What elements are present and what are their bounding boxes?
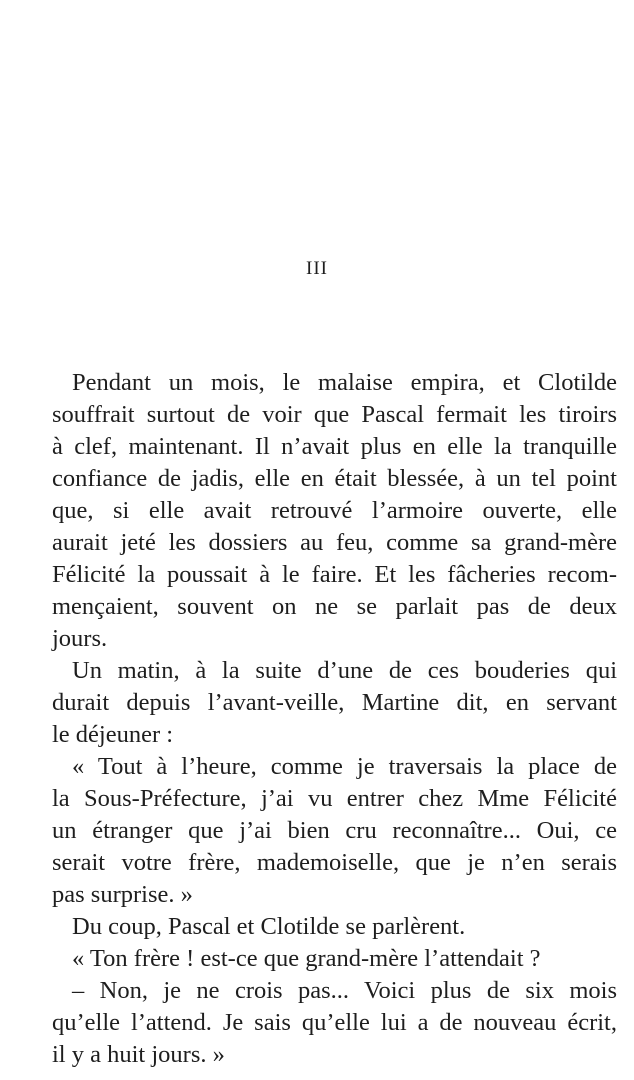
text-line: Du coup, Pascal et Clotilde se parlèrent. <box>72 913 466 940</box>
text-line: pas surprise. » <box>52 881 193 908</box>
text-line: le déjeuner : <box>52 721 174 748</box>
paragraph-4 <box>52 911 617 943</box>
text-line: mençaient, souvent on ne se parlait pas de deux <box>52 593 617 620</box>
text-line: Félicité la poussait à le faire. Et les fâcheries recom- <box>52 561 617 588</box>
text-line: Pendant un mois, le malaise empira, et Clotilde <box>72 369 617 396</box>
text-line: « Ton frère ! est-ce que grand-mère l’attendait ? <box>72 945 541 972</box>
paragraph-1 <box>52 367 617 655</box>
text-line: « Tout à l’heure, comme je traversais la place de <box>72 753 617 780</box>
text-line: que, si elle avait retrouvé l’armoire ouverte, elle <box>52 497 617 524</box>
text-line: Un matin, à la suite d’une de ces bouderies qui <box>72 657 617 684</box>
text-line: souffrait surtout de voir que Pascal fermait les tiroirs <box>52 401 617 428</box>
text-line: jours. <box>52 625 108 652</box>
paragraph-5 <box>52 943 617 975</box>
text-line: confiance de jadis, elle en était blessée, à un tel point <box>52 465 617 492</box>
chapter-body <box>52 367 617 1071</box>
text-line: – Non, je ne crois pas... Voici plus de six mois <box>72 977 617 1004</box>
text-line: serait votre frère, mademoiselle, que je n’en serais <box>52 849 617 876</box>
text-line: il y a huit jours. » <box>52 1041 225 1068</box>
text-line: un étranger que j’ai bien cru reconnaître... Oui, ce <box>52 817 617 844</box>
text-line: qu’elle l’attend. Je sais qu’elle lui a de nouveau écrit, <box>52 1009 617 1036</box>
chapter-heading: III <box>306 258 328 279</box>
text-line: à clef, maintenant. Il n’avait plus en elle la tranquille <box>52 433 617 460</box>
text-line: durait depuis l’avant-veille, Martine dit, en servant <box>52 689 617 716</box>
paragraph-2 <box>52 655 617 751</box>
paragraph-3 <box>52 751 617 911</box>
text-line: la Sous-Préfecture, j’ai vu entrer chez Mme Félicité <box>52 785 617 812</box>
text-line: aurait jeté les dossiers au feu, comme sa grand-mère <box>52 529 617 556</box>
paragraph-6 <box>52 975 617 1071</box>
